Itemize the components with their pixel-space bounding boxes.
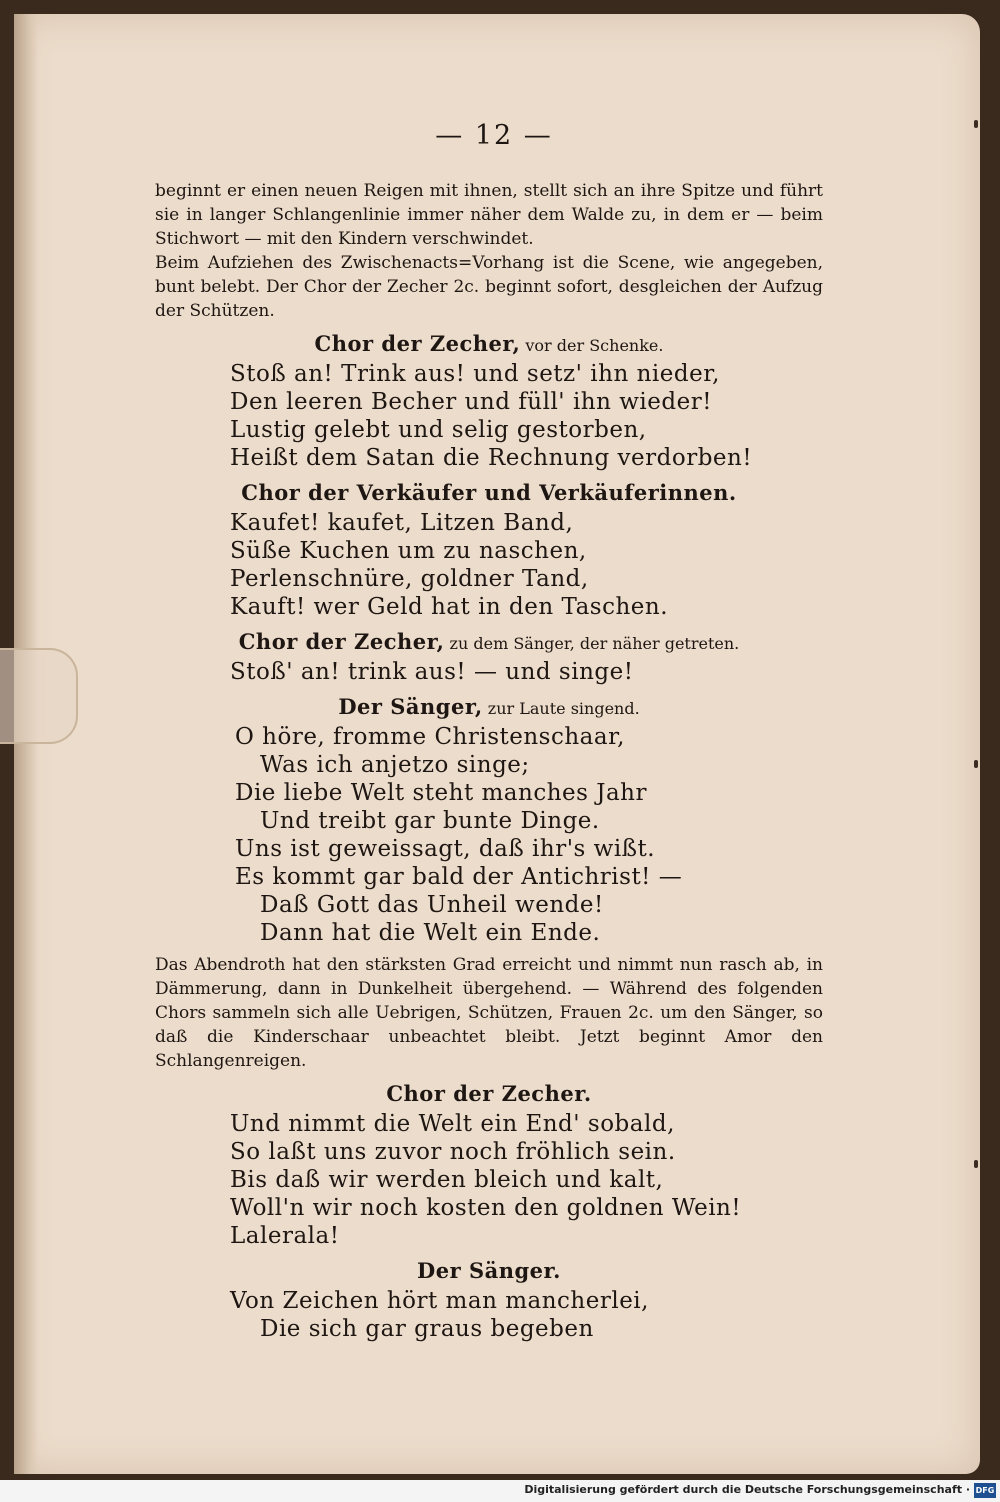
page-number: — 12 — (435, 120, 553, 151)
verse-line: Kauft! wer Geld hat in den Taschen. (230, 594, 669, 620)
section-heading: Chor der Zecher. (386, 1081, 592, 1106)
section-heading: Chor der Verkäufer und Verkäuferinnen. (241, 480, 737, 505)
verse-line: Die sich gar graus begeben (260, 1316, 594, 1342)
verse-line: Dann hat die Welt ein Ende. (260, 920, 601, 946)
dfg-logo: DFG (974, 1483, 996, 1498)
page-edge-marks (974, 120, 978, 1220)
section-heading: Der Sänger. (417, 1258, 561, 1283)
heading-note: zu dem Sänger, der näher getreten. (444, 634, 740, 653)
verse-line: Perlenschnüre, goldner Tand, (230, 566, 589, 592)
digitization-footer (0, 1480, 1000, 1502)
section-chor-der-zecher-3 (155, 1081, 823, 1250)
verse-line: Stoß an! Trink aus! und setz' ihn nieder, (230, 361, 720, 387)
section-der-saenger-1 (155, 694, 823, 947)
stage-direction: beginnt er einen neuen Reigen mit ihnen, stellt sich an ihre Spitze und führt sie in langer Schlangenlinie immer näher dem Walde zu, in dem er — beim Stichwort — mit den Kindern verschwindet. (155, 181, 823, 249)
verse-line: Uns ist geweissagt, daß ihr's wißt. (235, 836, 656, 862)
verse-line: Heißt dem Satan die Rechnung verdorben! (230, 445, 753, 471)
verse-line: Den leeren Becher und füll' ihn wieder! (230, 389, 712, 415)
verse-line: Woll'n wir noch kosten den goldnen Wein! Lalerala! (230, 1195, 742, 1249)
verse-line: Und treibt gar bunte Dinge. (260, 808, 600, 834)
verse-line: Bis daß wir werden bleich und kalt, (230, 1167, 664, 1193)
verse-line: Stoß' an! trink aus! — und singe! (230, 659, 634, 685)
heading-title: Chor der Zecher, (238, 629, 445, 654)
binding-edge (14, 14, 38, 1474)
section-der-saenger-2 (155, 1258, 823, 1343)
verse-line: Süße Kuchen um zu naschen, (230, 538, 587, 564)
verse-line: Die liebe Welt steht manches Jahr (235, 780, 647, 806)
verse-line: Lustig gelebt und selig gestorben, (230, 417, 647, 443)
section-chor-der-verkaeufer (155, 480, 823, 621)
verse-line: Es kommt gar bald der Antichrist! — (235, 864, 683, 890)
footer-credit: Digitalisierung gefördert durch die Deutsche Forschungsgemeinschaft · (524, 1483, 970, 1496)
stage-direction: Beim Aufziehen des Zwischenacts=Vorhang ist die Scene, wie angegeben, bunt belebt. Der Chor der Zecher 2c. beginnt sofort, desgleichen der Aufzug der Schützen. (155, 253, 823, 321)
heading-title: Der Sänger, (338, 694, 483, 719)
section-chor-der-zecher-2 (155, 629, 823, 686)
verse-line: Von Zeichen hört man mancherlei, (230, 1288, 649, 1314)
section-heading (155, 694, 823, 719)
heading-note: zur Laute singend. (482, 699, 640, 718)
stage-direction: Das Abendroth hat den stärksten Grad erreicht und nimmt nun rasch ab, in Dämmerung, dann in Dunkelheit übergehend. — Während des folgenden Chors sammeln sich alle Uebrigen, Schützen, Frauen 2c. um den Sänger, so daß die Kinderschaar unbeachtet bleibt. Jetzt beginnt Amor den Schlangenreigen. (155, 955, 823, 1071)
section-chor-der-zecher-1 (155, 331, 823, 472)
heading-title: Chor der Zecher, (314, 331, 521, 356)
verse-line: Kaufet! kaufet, Litzen Band, (230, 510, 574, 536)
section-heading (155, 629, 823, 654)
section-heading (155, 331, 823, 356)
page-fold-mark (0, 648, 78, 744)
heading-note: vor der Schenke. (520, 336, 664, 355)
verse-line: O höre, fromme Christenschaar, (235, 724, 625, 750)
page-content (155, 120, 823, 1349)
verse-line: So laßt uns zuvor noch fröhlich sein. (230, 1139, 676, 1165)
verse-line: Und nimmt die Welt ein End' sobald, (230, 1111, 675, 1137)
verse-line: Daß Gott das Unheil wende! (260, 892, 604, 918)
verse-line: Was ich anjetzo singe; (260, 752, 530, 778)
